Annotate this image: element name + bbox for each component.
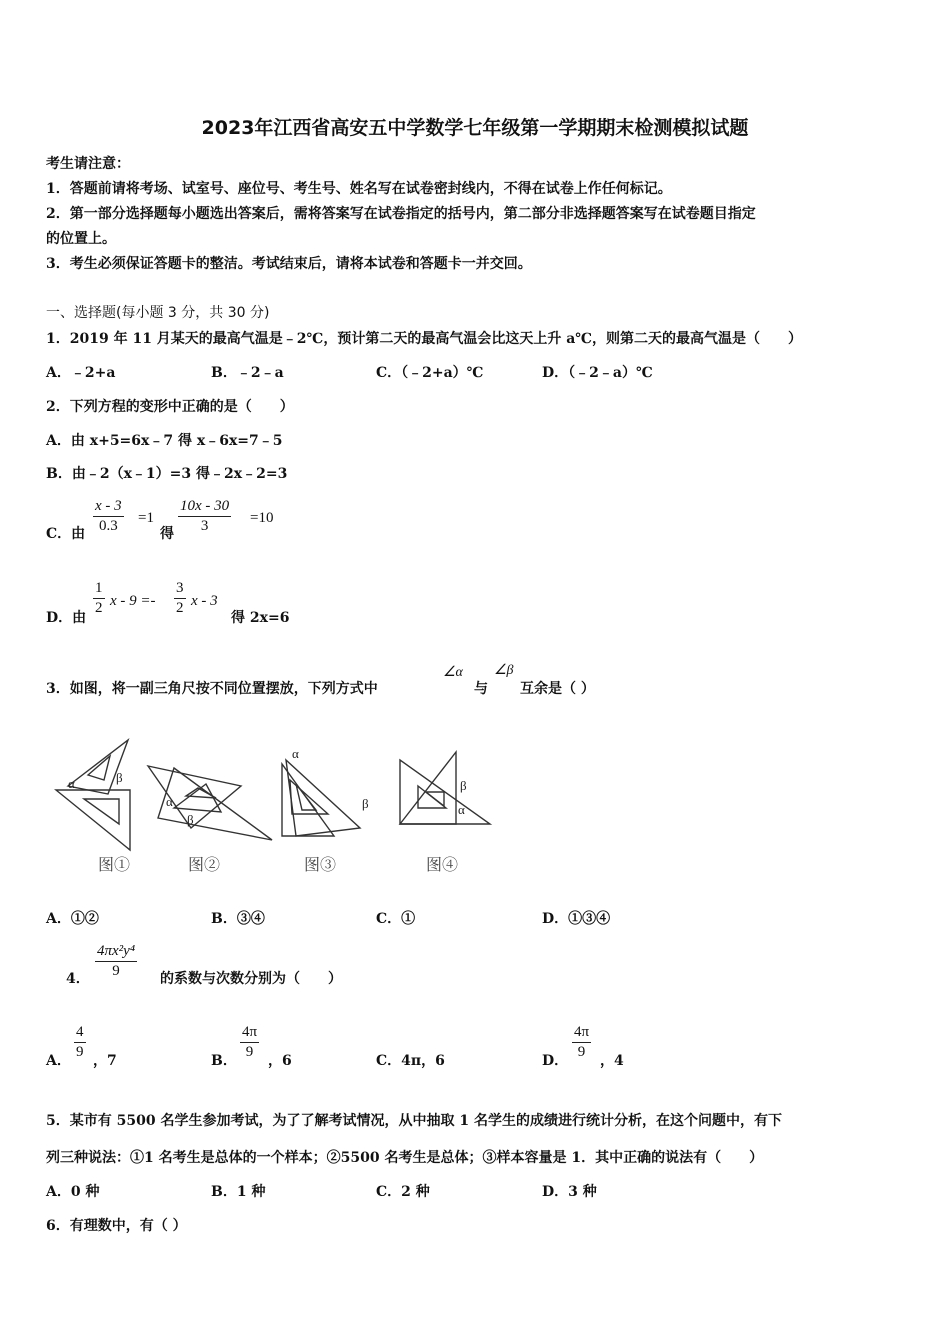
fig4-beta: β [460,778,467,793]
q4-option-d-label: D． [542,1053,569,1069]
q3-option-a: A．①② [46,911,99,927]
q2-stem: 2．下列方程的变形中正确的是（ ） [46,399,294,415]
q2-c-eq2: =10 [250,510,274,526]
fig2-alpha: α [166,794,173,809]
fig2-beta: β [187,812,194,827]
q1-option-d: D．（﹣2﹣a）℃ [542,365,653,381]
q2-c-fraction-1 [93,498,124,535]
fig1-beta: β [116,770,123,785]
q3-option-b: B．③④ [211,911,265,927]
q5-option-c: C．2 种 [376,1184,430,1200]
q2-c-frac1-den: 0.3 [98,518,118,534]
q3-option-c: C．① [376,911,416,927]
fig1-label: 图① [98,857,131,874]
q5-option-a: A．0 种 [46,1184,100,1200]
q4-option-b-fraction [240,1024,259,1061]
q4-option-d-fraction [572,1024,591,1061]
q1-option-a: A．﹣2+a [46,365,116,381]
q2-c-frac1-num: x - 3 [95,498,122,514]
q2-c-frac2-den: 3 [200,518,209,534]
q2-c-fraction-2 [178,498,231,535]
q4-option-d-tail: ，4 [600,1053,624,1069]
section-heading: 一、选择题(每小题 3 分，共 30 分) [46,305,270,321]
notice-item-1: 1．答题前请将考场、试室号、座位号、考生号、姓名写在试卷密封线内，不得在试卷上作任何标记。 [46,181,672,197]
page-title: 2023年江西省高安五中学数学七年级第一学期期末检测模拟试题 [201,117,749,139]
q4-a-num: 4 [76,1024,84,1040]
q4-fraction [95,943,137,980]
q3-alpha: ∠α [443,665,463,680]
figure-4 [400,752,490,824]
q4-frac-num: 4πx²y⁴ [97,943,136,959]
notice-item-2: 2．第一部分选择题每小题选出答案后，需将答案写在试卷指定的括号内，第二部分非选择题答案写在试卷题目指定 [46,206,756,222]
q4-option-a-label: A． [46,1053,71,1069]
fig4-label: 图④ [426,857,459,874]
q3-beta: ∠β [494,663,514,678]
q5-line-1: 5．某市有 5500 名学生参加考试，为了了解考试情况，从中抽取 1 名学生的成绩进行统计分析，在这个问题中，有下 [46,1113,782,1129]
fig3-beta: β [362,796,369,811]
q2-d-frac1-num: 1 [95,580,103,596]
q1-stem: 1．2019 年 11 月某天的最高气温是﹣2℃，预计第二天的最高气温会比这天上升 a℃，则第二天的最高气温是（ ） [46,331,803,347]
fig1-alpha: α [68,776,75,791]
fig2-label: 图② [188,857,221,874]
q2-option-a: A．由 x+5=6x﹣7 得 x﹣6x=7﹣5 [46,433,283,449]
q3-stem-b: 互余是（ ） [520,681,595,697]
q4-number: 4． [66,971,90,987]
fig3-label: 图③ [304,857,337,874]
q3-option-d: D．①③④ [542,911,611,927]
q2-c-frac2-num: 10x - 30 [180,498,230,514]
figure-3 [282,760,360,836]
q2-option-d-label: D．由 [46,610,87,626]
q2-d-frac2-num: 3 [176,580,184,596]
q2-c-mid: 得 [160,526,174,542]
q1-option-c: C．（﹣2+a）℃ [376,365,484,381]
q4-option-a-fraction [74,1024,86,1061]
q4-b-den: 9 [245,1044,254,1060]
q4-d-den: 9 [577,1044,586,1060]
q4-a-den: 9 [76,1044,84,1060]
q2-d-suffix: 得 2x=6 [231,610,290,626]
q6-stem: 6．有理数中，有（ ） [46,1218,187,1234]
q3-mid: 与 [474,681,488,697]
q2-d-frac2-den: 2 [176,600,184,616]
q2-d-frac1-den: 2 [95,600,103,616]
fig4-alpha: α [458,802,465,817]
q2-option-c-label: C．由 [46,526,86,542]
q4-option-b-tail: ，6 [268,1053,292,1069]
figure-1 [56,740,130,850]
q2-d-expr2: x - 3 [191,593,218,609]
q2-d-fraction-1 [93,580,105,617]
q5-option-b: B．1 种 [211,1184,266,1200]
q1-option-b: B．﹣2﹣a [211,365,284,381]
notice-item-2-cont: 的位置上。 [46,231,116,247]
q5-line-2: 列三种说法：①1 名考生是总体的一个样本；②5500 名考生是总体；③样本容量是 1．其中正确的说法有（ ） [46,1150,764,1166]
q4-b-num: 4π [242,1024,258,1040]
q2-d-expr1: x - 9 =- [110,593,156,609]
notice-heading: 考生请注意： [46,156,130,172]
q4-option-a-tail: ，7 [93,1053,117,1069]
q4-stem: 的系数与次数分别为（ ） [160,971,342,987]
q4-option-b-label: B． [211,1053,237,1069]
q4-d-num: 4π [574,1024,590,1040]
q4-option-c: C．4π，6 [376,1053,445,1069]
q3-figures [46,728,506,880]
q2-d-fraction-2 [174,580,186,617]
fig3-alpha: α [292,746,299,761]
q2-c-eq1: =1 [138,510,154,526]
notice-item-3: 3．考生必须保证答题卡的整洁。考试结束后，请将本试卷和答题卡一并交回。 [46,256,532,272]
q3-stem-a: 3．如图，将一副三角尺按不同位置摆放，下列方式中 [46,681,378,697]
q2-option-b: B．由﹣2（x﹣1）=3 得﹣2x﹣2=3 [46,466,288,482]
q5-option-d: D．3 种 [542,1184,597,1200]
q4-frac-den: 9 [112,963,120,979]
